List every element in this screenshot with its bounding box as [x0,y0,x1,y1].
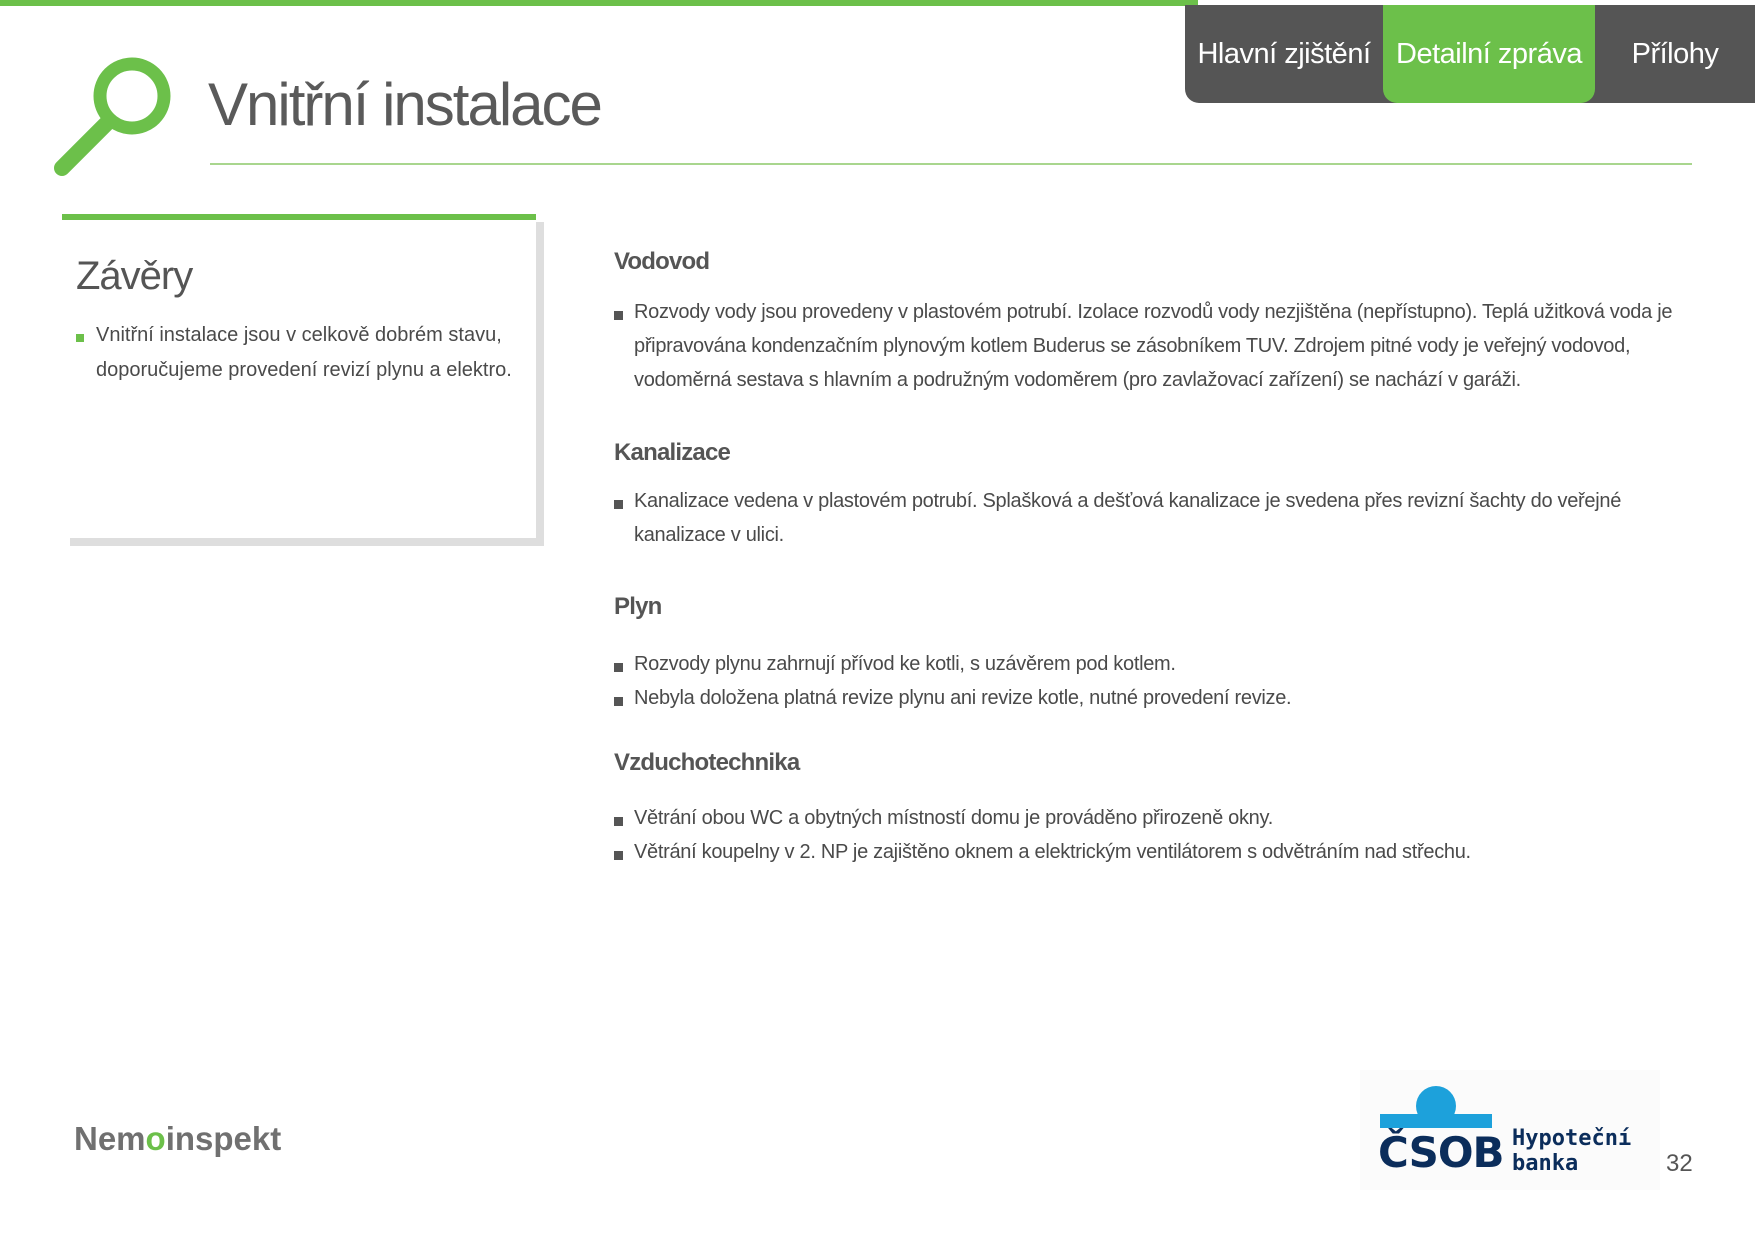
list-item-text: Větrání koupelny v 2. NP je zajištěno oknem a elektrickým ventilátorem s odvětráním nad střechu. [634,841,1471,863]
list-item-text: Rozvody plynu zahrnují přívod ke kotli, s uzávěrem pod kotlem. [634,653,1176,675]
tab-prilohy[interactable]: Přílohy [1631,37,1719,70]
bullet-icon [614,311,623,320]
section-heading-kanalizace: Kanalizace [614,439,731,466]
conclusions-panel [62,214,536,538]
list-item-text: Kanalizace vedena v plastovém potrubí. Splašková a dešťová kanalizace je svedena přes revizní šachty do veřejné kanalizace v ulici. [634,490,1622,546]
section-heading-vzduchotechnika: Vzduchotechnika [614,749,800,776]
page-title: Vnitřní instalace [208,71,601,138]
bullet-icon [614,817,623,826]
list-item [614,835,1704,869]
bullet-icon [614,663,623,672]
bullet-icon [76,334,84,342]
csob-wordmark: ČSOB [1378,1128,1504,1177]
csob-subtitle: Hypoteční banka [1512,1126,1632,1176]
list-item [614,484,1704,552]
bullet-icon [614,851,623,860]
list-item [614,647,1704,681]
list-item-text: Větrání obou WC a obytných místností domu je prováděno přirozeně okny. [634,807,1273,829]
csob-ball-icon [1416,1086,1456,1126]
tab-hlavni-zjisteni[interactable]: Hlavní zjištění [1197,37,1371,70]
csob-logo [1360,1070,1660,1190]
list-item [614,801,1704,835]
list-item [614,295,1704,397]
nemoinspekt-logo: Nemoinspekt [74,1120,282,1157]
conclusion-text: Vnitřní instalace jsou v celkově dobrém stavu, doporučujeme provedení revizí plynu a elektro. [96,324,512,381]
title-divider [210,163,1692,165]
bullet-icon [614,500,623,509]
nav-tabs [1185,5,1755,103]
list-item-text: Nebyla doložena platná revize plynu ani revize kotle, nutné provedení revize. [634,687,1292,709]
list-item [614,681,1704,715]
section-heading-vodovod: Vodovod [614,248,710,275]
conclusion-item [76,318,536,388]
top-accent-line [0,0,1198,6]
conclusions-title: Závěry [76,254,193,298]
section-heading-plyn: Plyn [614,593,662,620]
tab-detailni-zprava[interactable]: Detailní zpráva [1383,5,1595,103]
list-item-text: Rozvody vody jsou provedeny v plastovém potrubí. Izolace rozvodů vody nezjištěna (nepřístupno). Teplá užitková voda je připravována kondenzačním plynovým kotlem Buderus se zásobníkem TUV. Zdrojem pitné vody je veřejný vodovod, vodoměrná sestava s hlavním a podružným vodoměrem (pro zavlažovací zařízení) se nachází v garáži. [634,301,1673,391]
page-number: 32 [1666,1150,1693,1177]
bullet-icon [614,697,623,706]
magnifier-icon [52,52,182,182]
